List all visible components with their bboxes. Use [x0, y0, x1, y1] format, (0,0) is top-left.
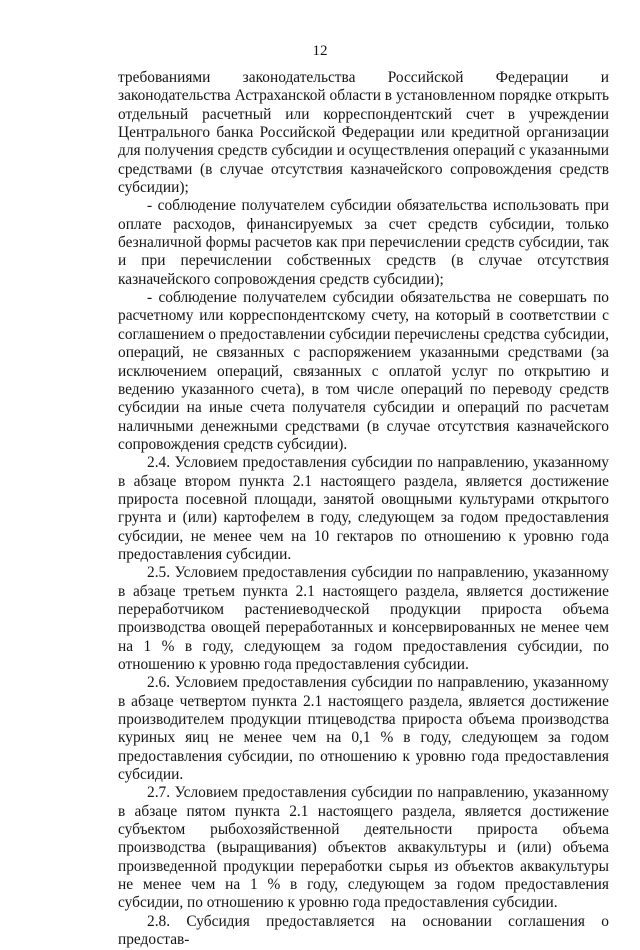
page-number: 12 [312, 43, 328, 59]
paragraph-cashless-payments: - соблюдение получателем субсидии обязательства использовать при оплате расходов, финансируемых за счет средств субсидии, только безналичной формы расчетов как при перечислении средств субсидии, так и при перечислении собственных средств (в случае отсутствия казначейского сопровождения средств субсидии); [118, 197, 609, 288]
paragraph-clause-2-8: 2.8. Субсидия предоставляется на основании соглашения о предостав- [118, 912, 609, 949]
paragraph-account-requirement: требованиями законодательства Российской Федерации и законодательства Астраханской области в установленном порядке открыть отдельный расчетный или корреспондентский счет в учреждении Центрального банка Российской Федерации или кредитной организации для получения средств субсидии и осуществления операций с указанными средствами (в случае отсутствия казначейского сопровождения средств субсидии); [118, 69, 609, 197]
paragraph-account-operations: - соблюдение получателем субсидии обязательства не совершать по расчетному или корреспондентскому счету, на который в соответствии с соглашением о предоставлении субсидии перечислены средства субсидии, операций, не связанных с распоряжением указанными средствами (за исключением операций, связанных с оплатой услуг по открытию и ведению указанного счета), в том числе операций по переводу средств субсидии на иные счета получателя субсидии и операций по расчетам наличными денежными средствами (в случае отсутствия казначейского сопровождения средств субсидии). [118, 289, 609, 453]
paragraph-clause-2-4: 2.4. Условием предоставления субсидии по направлению, указанному в абзаце втором пункта 2.1 настоящего раздела, является достижение прироста посевной площади, занятой овощными культурами открытого грунта и (или) картофелем в году, следующем за годом предоставления субсидии, не менее чем на 10 гектаров по отношению к уровню года предоставления субсидии. [118, 454, 609, 563]
paragraph-clause-2-7: 2.7. Условием предоставления субсидии по направлению, указанному в абзаце пятом пункта 2.1 настоящего раздела, является достижение субъектом рыбохозяйственной деятельности прироста объема производства (выращивания) объектов аквакультуры и (или) объема произведенной продукции переработки сырья из объектов аквакультуры не менее чем на 1 % в году, следующем за годом предоставления субсидии, по отношению к уровню года предоставления субсидии. [118, 784, 609, 912]
paragraph-clause-2-5: 2.5. Условием предоставления субсидии по направлению, указанному в абзаце третьем пункта 2.1 настоящего раздела, является достижение переработчиком растениеводческой продукции прироста объема производства овощей переработанных и консервированных не менее чем на 1 % в году, следующем за годом предоставления субсидии, по отношению к уровню года предоставления субсидии. [118, 564, 609, 673]
paragraph-clause-2-6: 2.6. Условием предоставления субсидии по направлению, указанному в абзаце четвертом пункта 2.1 настоящего раздела, является достижение производителем продукции птицеводства прироста объема производства куриных яиц не менее чем на 0,1 % в году, следующем за годом предоставления субсидии, по отношению к уровню года предоставления субсидии. [118, 674, 609, 784]
document-body [118, 69, 609, 950]
